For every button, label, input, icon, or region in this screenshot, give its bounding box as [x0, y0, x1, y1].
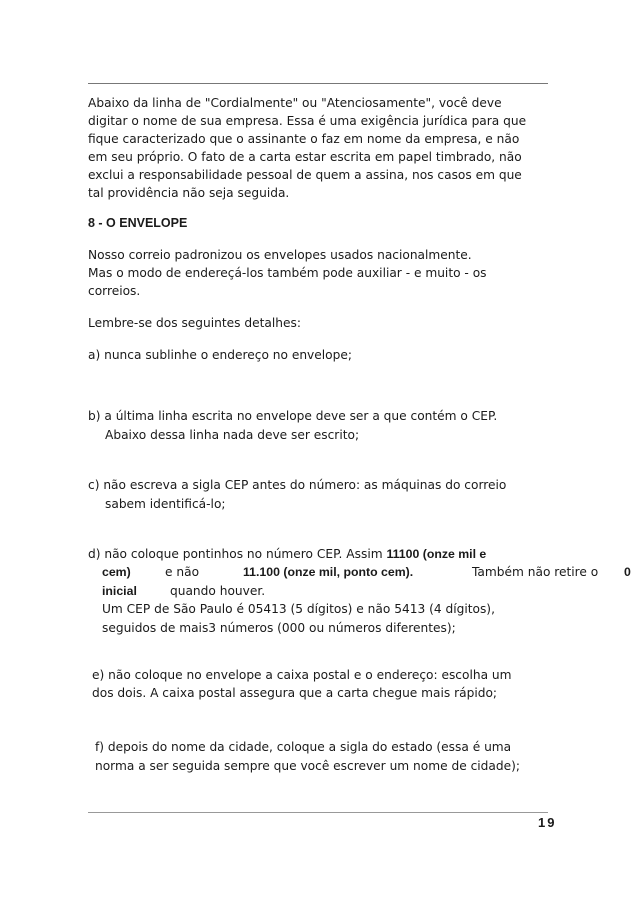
item-b-line-2: Abaixo dessa linha nada deve ser escrito; — [105, 428, 360, 442]
item-c-line-2: sabem identificá-lo; — [105, 497, 226, 511]
item-d-line-1-text: d) não coloque pontinhos no número CEP. Assim — [88, 547, 387, 561]
item-e-line-2: dos dois. A caixa postal assegura que a carta chegue mais rápido; — [92, 686, 498, 700]
item-d-e-nao: e não — [165, 565, 200, 579]
intro-line-3: fique caracterizado que o assinante o faz em nome da empresa, e não — [88, 132, 520, 146]
item-d-zero: 0 — [624, 565, 631, 579]
item-d-example-wrong: 11.100 (onze mil, ponto cem). — [243, 565, 414, 579]
bottom-rule — [88, 812, 548, 813]
intro-line-2: digitar o nome de sua empresa. Essa é uma exigência jurídica para que — [88, 114, 527, 128]
page-number: 19 — [538, 815, 557, 830]
item-d-quando-houver: quando houver. — [170, 584, 266, 598]
item-b-line-1: b) a última linha escrita no envelope deve ser a que contém o CEP. — [88, 409, 498, 423]
item-d-example-correct: 11100 (onze mil e — [386, 547, 487, 561]
item-a: a) nunca sublinhe o endereço no envelope; — [88, 348, 352, 362]
item-f-line-2: norma a ser seguida sempre que você escrever um nome de cidade); — [95, 759, 520, 773]
intro-line-6: tal providência não seja seguida. — [88, 186, 290, 200]
para1-line-2: Mas o modo de endereçá-los também pode auxiliar - e muito - os — [88, 266, 487, 280]
item-d-line-5: seguidos de mais3 números (000 ou números diferentes); — [102, 621, 456, 635]
item-e-line-1: e) não coloque no envelope a caixa postal e o endereço: escolha um — [92, 668, 512, 682]
item-f-line-1: f) depois do nome da cidade, coloque a sigla do estado (essa é uma — [95, 740, 512, 754]
para1-line-3: correios. — [88, 284, 141, 298]
item-d-example-correct-end: cem) — [102, 565, 131, 579]
item-c-line-1: c) não escreva a sigla CEP antes do número: as máquinas do correio — [88, 478, 507, 492]
top-rule — [88, 83, 548, 84]
intro-line-4: em seu próprio. O fato de a carta estar escrita em papel timbrado, não — [88, 150, 522, 164]
item-d-line-4: Um CEP de São Paulo é 05413 (5 dígitos) e não 5413 (4 dígitos), — [102, 602, 495, 616]
para1-line-1: Nosso correio padronizou os envelopes usados nacionalmente. — [88, 248, 472, 262]
reminder-text: Lembre-se dos seguintes detalhes: — [88, 316, 301, 330]
item-d-inicial: inicial — [102, 584, 137, 598]
intro-line-5: exclui a responsabilidade pessoal de quem a assina, nos casos em que — [88, 168, 522, 182]
intro-line-1: Abaixo da linha de "Cordialmente" ou "Atenciosamente", você deve — [88, 96, 502, 110]
item-d-line-1 — [88, 545, 486, 563]
item-d-tambem-nao: Também não retire o — [472, 565, 599, 579]
section-title: 8 - O ENVELOPE — [88, 216, 188, 230]
